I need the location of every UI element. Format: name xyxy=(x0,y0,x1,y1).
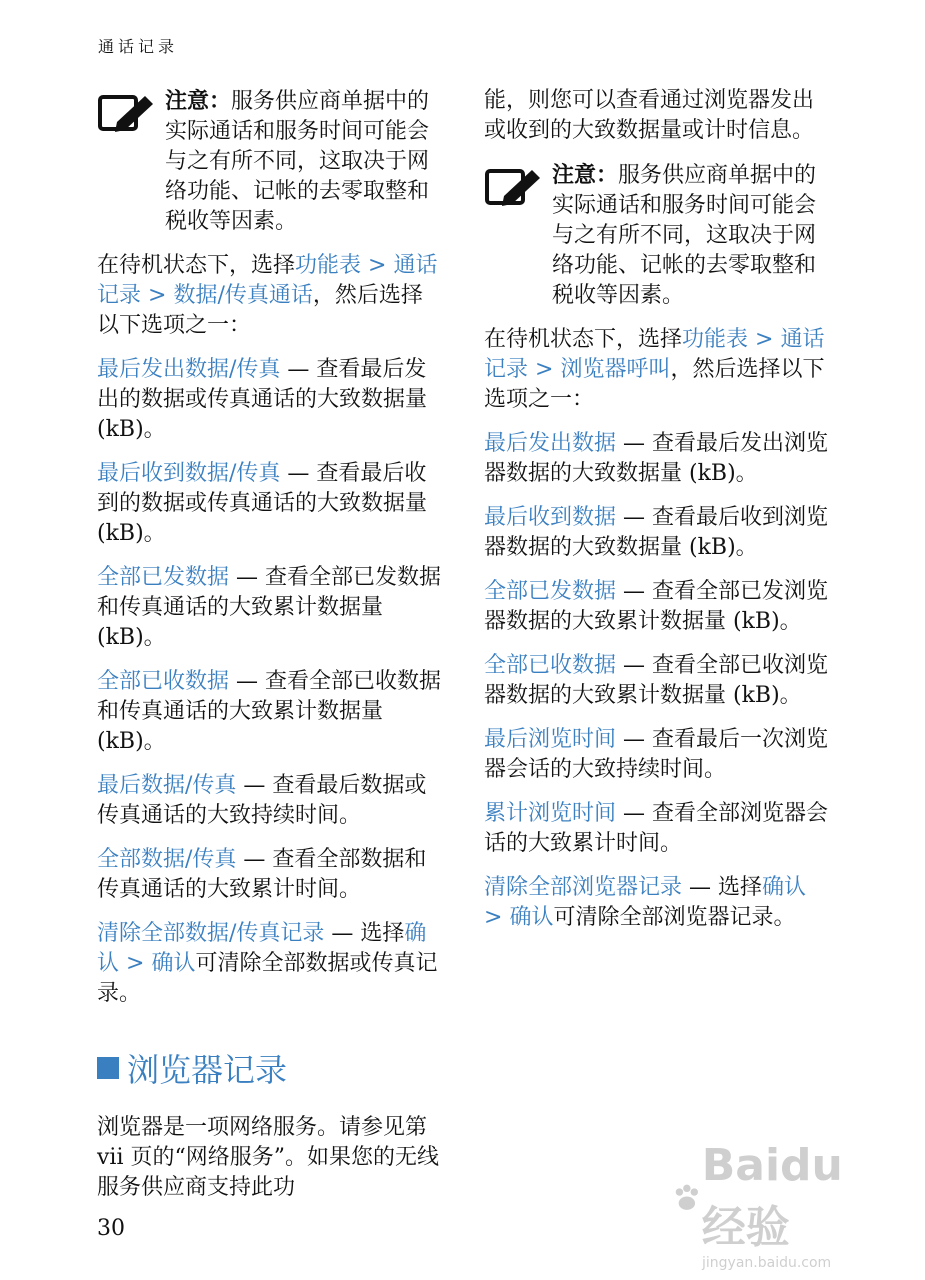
option-label[interactable]: 最后收到数据 xyxy=(484,505,617,530)
watermark-logo-text: Baidu经验 xyxy=(701,1140,843,1253)
option-desc: — 查看最后一次浏览器会话的大致持续时间。 xyxy=(484,727,829,782)
option-label[interactable]: 清除全部浏览器记录 xyxy=(484,875,683,900)
note-label: 注意： xyxy=(165,88,232,114)
option-item xyxy=(97,845,442,905)
option-label[interactable]: 全部数据/传真 xyxy=(97,847,237,872)
note-box xyxy=(484,160,829,311)
option-label[interactable]: 全部已发数据 xyxy=(97,565,230,590)
option-item xyxy=(97,355,442,445)
option-desc: — 查看最后数据或传真通话的大致持续时间。 xyxy=(97,773,427,828)
menu-path-link[interactable]: 功能表 xyxy=(682,327,749,352)
menu-path-link[interactable]: 功能表 xyxy=(295,253,362,278)
paw-icon xyxy=(672,1178,702,1218)
option-desc: — 查看全部已收浏览器数据的大致累计数据量 (kB)。 xyxy=(484,653,829,708)
confirm-link[interactable]: 确认 xyxy=(151,951,196,976)
running-head: 通话记录 xyxy=(98,37,179,56)
intro-paragraph xyxy=(484,325,829,415)
option-desc: — 选择 xyxy=(324,921,405,946)
menu-path-link[interactable]: 浏览器呼叫 xyxy=(560,357,671,382)
option-item xyxy=(484,799,829,859)
browser-intro: 浏览器是一项网络服务。请参见第 vii 页的“网络服务”。如果您的无线服务供应商支持此功 xyxy=(97,1115,439,1200)
option-item xyxy=(97,459,442,549)
option-desc: 可清除全部数据或传真记录。 xyxy=(97,951,438,1006)
option-desc: — 选择 xyxy=(682,875,763,900)
path-separator: > xyxy=(528,357,561,382)
option-desc: — 查看最后收到浏览器数据的大致数据量 (kB)。 xyxy=(484,505,829,560)
intro-paragraph xyxy=(97,251,442,341)
option-item xyxy=(484,725,829,785)
option-label[interactable]: 累计浏览时间 xyxy=(484,801,617,826)
option-item xyxy=(484,429,829,489)
clear-option xyxy=(484,873,829,933)
note-text xyxy=(165,86,442,237)
section-title: 浏览器记录 xyxy=(127,1051,288,1089)
menu-path-link[interactable]: 通话记录 xyxy=(97,253,438,308)
page-number: 30 xyxy=(97,1216,125,1241)
intro-prefix: 在待机状态下，选择 xyxy=(97,253,296,278)
path-separator: > xyxy=(361,253,394,278)
confirm-link[interactable]: 确认 xyxy=(509,905,554,930)
option-label[interactable]: 最后发出数据/传真 xyxy=(97,357,281,382)
option-item xyxy=(484,651,829,711)
clear-option xyxy=(97,919,442,1009)
option-item xyxy=(97,563,442,653)
note-body: 服务供应商单据中的实际通话和服务时间可能会与之有所不同，这取决于网络功能、记帐的去零取整和税收等因素。 xyxy=(552,163,817,308)
option-desc: — 查看全部浏览器会话的大致累计时间。 xyxy=(484,801,829,856)
option-label[interactable]: 最后收到数据/传真 xyxy=(97,461,281,486)
square-bullet-icon xyxy=(97,1057,119,1079)
watermark xyxy=(672,1140,872,1271)
option-label[interactable]: 清除全部数据/传真记录 xyxy=(97,921,325,946)
note-box xyxy=(97,86,442,237)
option-desc: 可清除全部浏览器记录。 xyxy=(553,905,796,930)
section-heading xyxy=(97,1045,442,1091)
confirm-link[interactable]: 确认 xyxy=(97,921,427,976)
intro-suffix: ，然后选择以下选项之一： xyxy=(484,357,825,412)
path-separator: > xyxy=(748,327,781,352)
right-column xyxy=(484,86,829,947)
option-desc: — 查看最后发出浏览器数据的大致数据量 (kB)。 xyxy=(484,431,829,486)
note-text xyxy=(552,160,829,311)
path-separator: > xyxy=(119,951,152,976)
option-label[interactable]: 最后数据/传真 xyxy=(97,773,237,798)
baidu-paw-logo-icon xyxy=(672,1140,872,1255)
option-desc: — 查看全部已收数据和传真通话的大致累计数据量 (kB)。 xyxy=(97,669,442,754)
left-column xyxy=(97,86,442,1217)
option-label[interactable]: 最后发出数据 xyxy=(484,431,617,456)
note-body: 服务供应商单据中的实际通话和服务时间可能会与之有所不同，这取决于网络功能、记帐的去零取整和税收等因素。 xyxy=(165,89,430,234)
note-pen-icon xyxy=(97,92,155,136)
path-separator: > xyxy=(141,283,174,308)
intro-prefix: 在待机状态下，选择 xyxy=(484,327,683,352)
watermark-url: jingyan.baidu.com xyxy=(702,1255,832,1271)
option-desc: — 查看最后收到的数据或传真通话的大致数据量 (kB)。 xyxy=(97,461,428,546)
option-desc: — 查看全部已发数据和传真通话的大致累计数据量 (kB)。 xyxy=(97,565,442,650)
option-label[interactable]: 全部已收数据 xyxy=(97,669,230,694)
menu-path-link[interactable]: 通话记录 xyxy=(484,327,825,382)
option-item xyxy=(97,667,442,757)
continuation-paragraph: 能，则您可以查看通过浏览器发出或收到的大致数据量或计时信息。 xyxy=(484,88,815,143)
menu-path-link[interactable]: 数据/传真通话 xyxy=(173,283,313,308)
option-label[interactable]: 全部已收数据 xyxy=(484,653,617,678)
option-label[interactable]: 最后浏览时间 xyxy=(484,727,617,752)
note-label: 注意： xyxy=(552,162,619,188)
intro-suffix: ，然后选择以下选项之一： xyxy=(97,283,423,338)
option-item xyxy=(97,771,442,831)
confirm-link[interactable]: 确认 xyxy=(762,875,807,900)
option-item xyxy=(484,577,829,637)
note-pen-icon xyxy=(484,166,542,210)
option-label[interactable]: 全部已发数据 xyxy=(484,579,617,604)
path-separator: > xyxy=(484,905,510,930)
option-item xyxy=(484,503,829,563)
option-desc: — 查看最后发出的数据或传真通话的大致数据量 (kB)。 xyxy=(97,357,428,442)
option-desc: — 查看全部数据和传真通话的大致累计时间。 xyxy=(97,847,427,902)
option-desc: — 查看全部已发浏览器数据的大致累计数据量 (kB)。 xyxy=(484,579,829,634)
